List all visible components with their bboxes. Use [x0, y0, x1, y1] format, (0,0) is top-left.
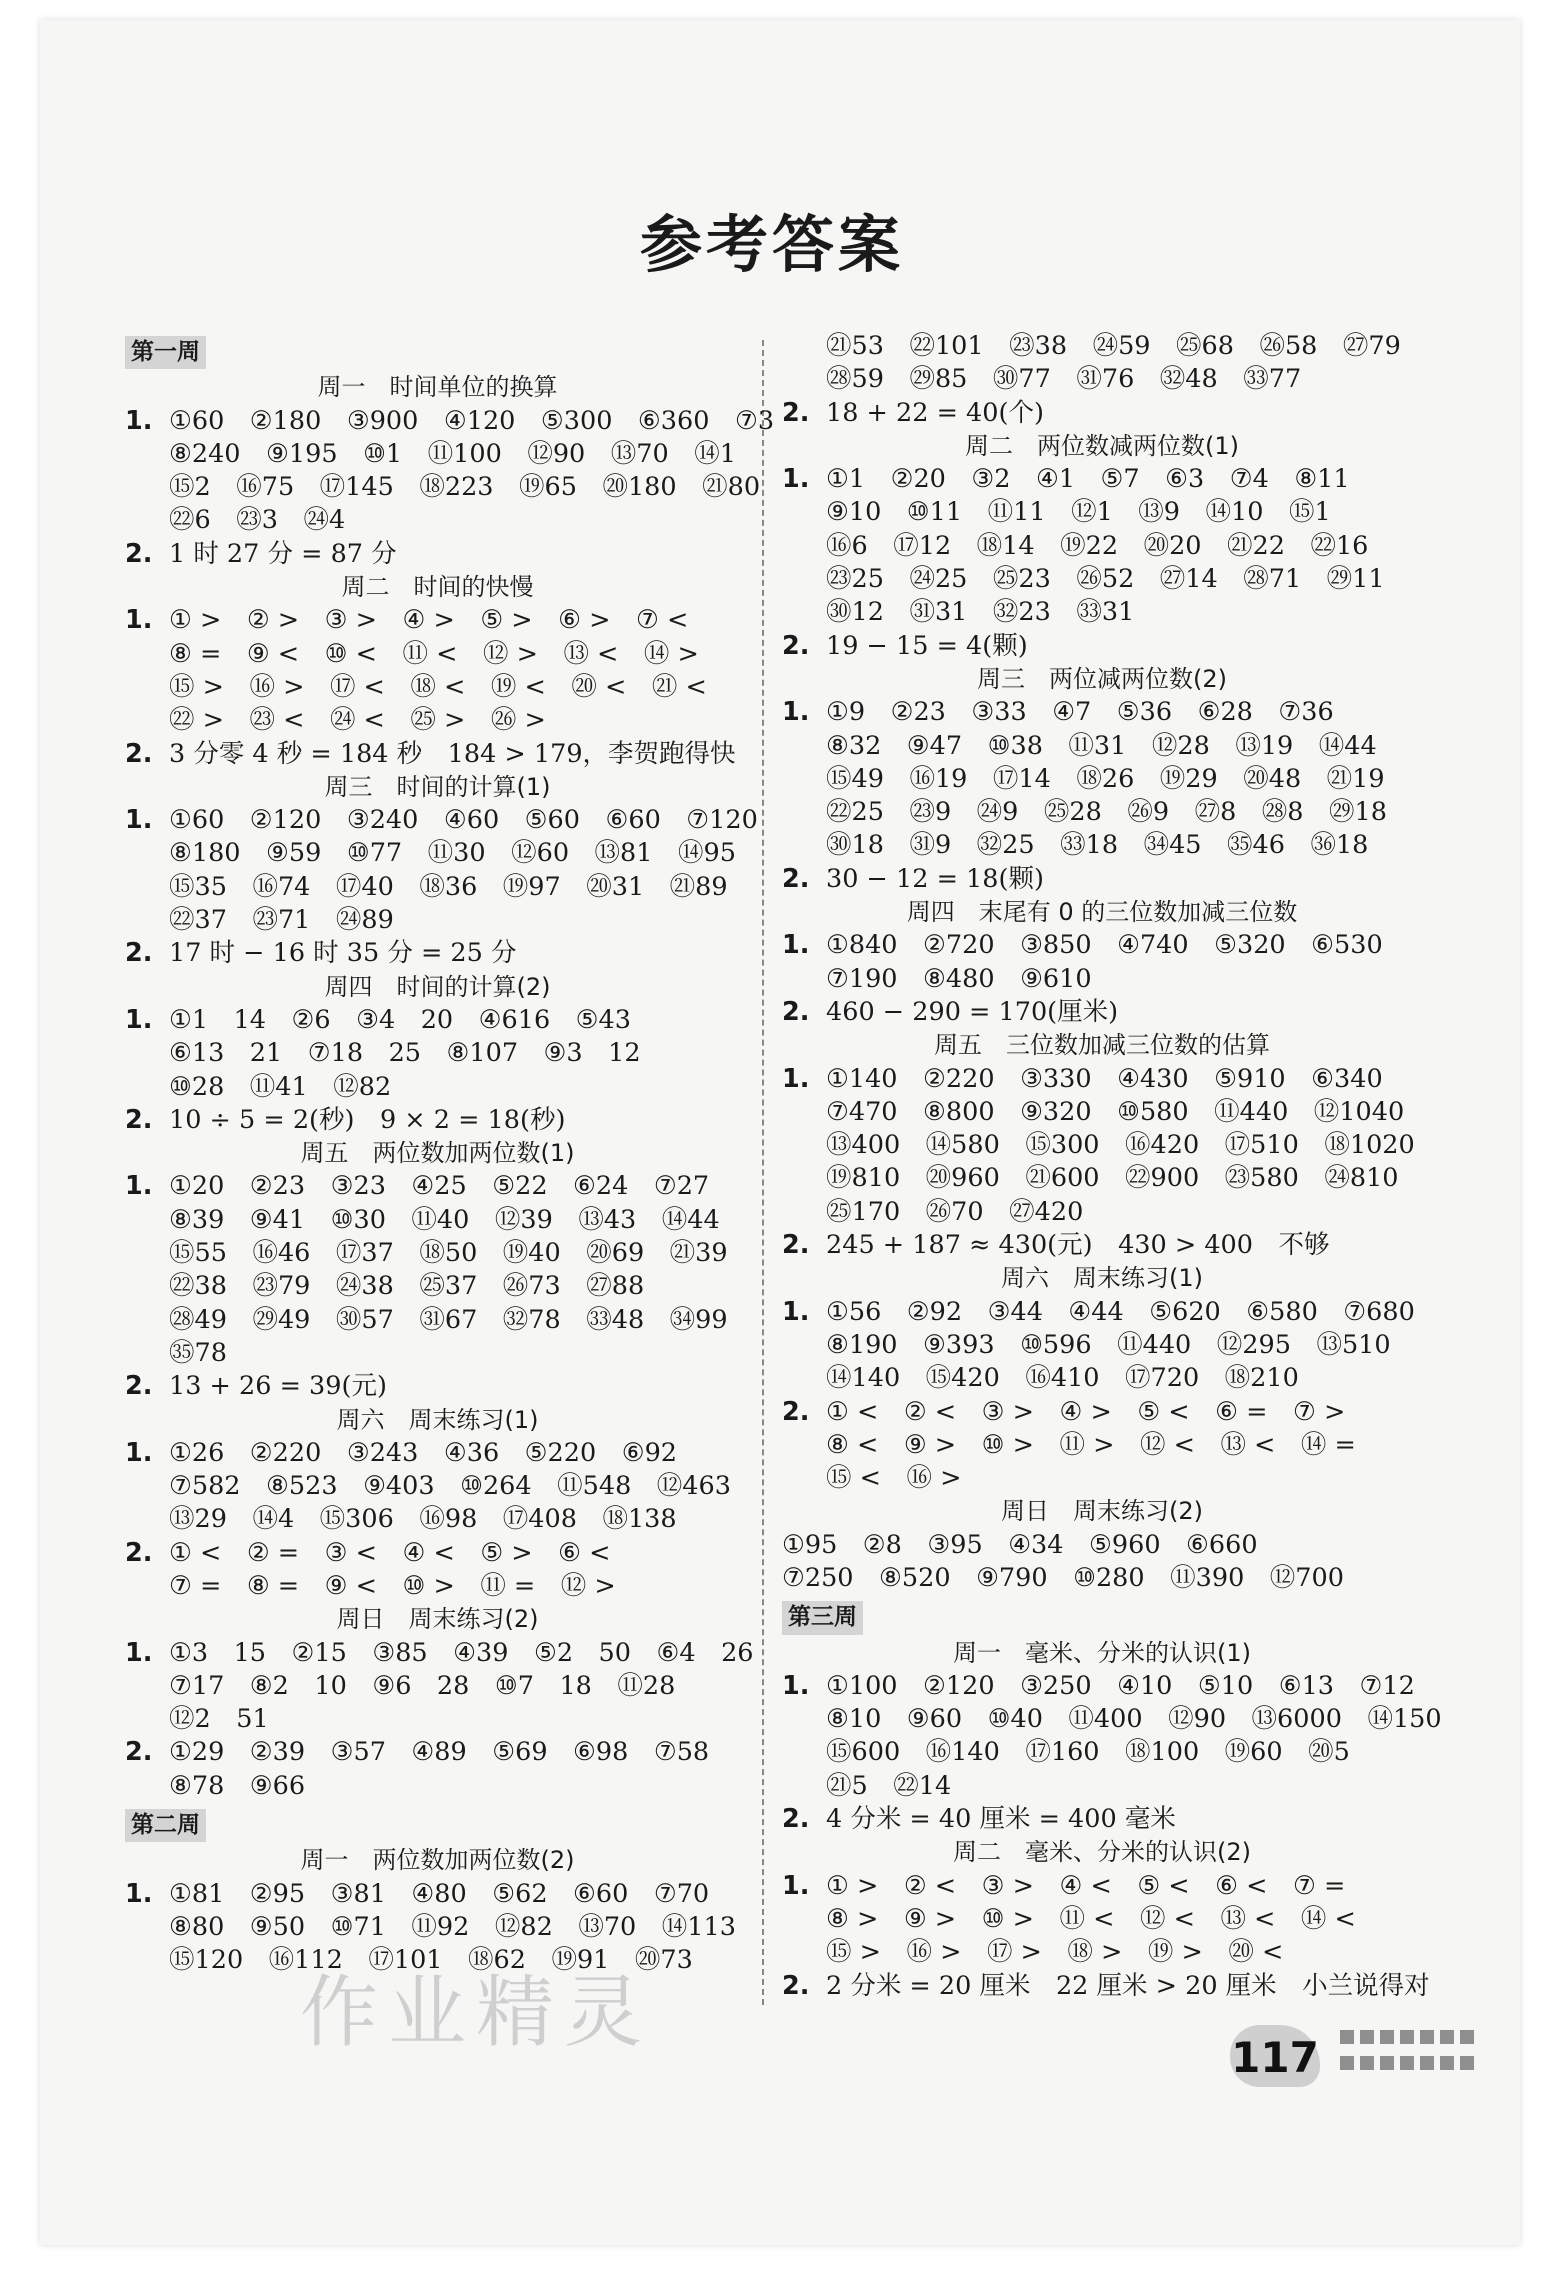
answer-line: ㉑53 ㉒101 ㉓38 ㉔59 ㉕68 ㉖58 ㉗79	[826, 331, 1401, 361]
answer-line: ⑧32 ⑨47 ⑩38 ⑪31 ⑫28 ⑬19 ⑭44	[826, 730, 1377, 761]
question-number: 1.	[782, 1870, 810, 1901]
answer-line: ⑧78 ⑨66	[169, 1770, 306, 1801]
answer-text: 2 分米 = 20 厘米 22 厘米 > 20 厘米 小兰说得对	[826, 1970, 1430, 2001]
page-number: 117	[1231, 2033, 1319, 2082]
answer-text: 4 分米 = 40 厘米 = 400 毫米	[826, 1804, 1176, 1835]
answer-text: ①1 ②20 ③2 ④1 ⑤7 ⑥3 ⑦4 ⑧11	[826, 464, 1350, 495]
answer-line: ㉟78	[169, 1337, 227, 1368]
answer-line	[125, 1437, 750, 1470]
answer-line: ⑮ > ⑯ > ⑰ < ⑱ < ⑲ < ⑳ < ㉑ <	[169, 671, 707, 702]
section-heading: 周五 三位数加减三位数的估算	[934, 1031, 1270, 1060]
answer-text: ①56 ②92 ③44 ④44 ⑤620 ⑥580 ⑦680	[826, 1296, 1415, 1327]
section-heading: 周二 时间的快慢	[341, 573, 534, 602]
answer-line	[125, 1370, 750, 1403]
question-number: 2.	[125, 1737, 153, 1768]
answer-line: ⑮ < ⑯ >	[826, 1463, 962, 1494]
answer-line: ⑦470 ⑧800 ⑨320 ⑩580 ⑪440 ⑫1040	[826, 1096, 1405, 1127]
answer-line	[782, 1970, 1430, 2003]
section-heading: 周三 两位减两位数(2)	[977, 664, 1227, 693]
answer-text: ①60 ②120 ③240 ④60 ⑤60 ⑥60 ⑦120	[169, 805, 758, 836]
answer-line	[125, 1537, 750, 1570]
answer-line: ⑧ = ⑨ < ⑩ < ⑪ < ⑫ > ⑬ < ⑭ >	[169, 638, 699, 669]
question-number: 2.	[782, 630, 810, 661]
answer-line: ㉘49 ㉙49 ㉚57 ㉛67 ㉜78 ㉝48 ㉞99	[169, 1304, 728, 1335]
question-number: 2.	[125, 1537, 153, 1568]
answer-line: ⑮ > ⑯ > ⑰ > ⑱ > ⑲ > ⑳ <	[826, 1937, 1284, 1968]
left-column	[125, 330, 775, 1978]
answer-line: ㉒25 ㉓9 ㉔9 ㉕28 ㉖9 ㉗8 ㉘8 ㉙18	[826, 797, 1387, 828]
question-number: 2.	[782, 996, 810, 1027]
answer-line: ⑮49 ⑯19 ⑰14 ⑱26 ⑲29 ⑳48 ㉑19	[826, 763, 1385, 794]
answer-line: ⑦190 ⑧480 ⑨610	[826, 963, 1092, 994]
answer-line	[782, 996, 1422, 1029]
answer-line	[125, 538, 750, 571]
answer-line: ㉓25 ㉔25 ㉕23 ㉖52 ㉗14 ㉘71 ㉙11	[826, 564, 1385, 595]
section-heading: 周五 两位数加两位数(1)	[300, 1139, 575, 1168]
section-heading: 周三 时间的计算(1)	[324, 772, 551, 801]
answer-line	[125, 1637, 754, 1670]
question-number: 1.	[782, 697, 810, 728]
question-number: 2.	[125, 738, 153, 769]
answer-line	[125, 1170, 750, 1203]
answer-line	[782, 863, 1422, 896]
question-number: 2.	[125, 538, 153, 569]
section-heading: 周六 周末练习(1)	[1001, 1264, 1203, 1293]
answer-text: 18 + 22 = 40(个)	[826, 397, 1044, 428]
section-heading: 周四 时间的计算(2)	[324, 972, 551, 1001]
answer-text: 3 分零 4 秒 = 184 秒 184 > 179，李贺跑得快	[169, 738, 736, 769]
answer-line: ⑲810 ⑳960 ㉑600 ㉒900 ㉓580 ㉔810	[826, 1163, 1399, 1194]
question-number: 1.	[125, 405, 153, 436]
answer-line	[125, 405, 775, 438]
answer-line: ⑦250 ⑧520 ⑨790 ⑩280 ⑪390 ⑫700	[782, 1562, 1344, 1593]
answer-line: ⑧180 ⑨59 ⑩77 ⑪30 ⑫60 ⑬81 ⑭95	[169, 838, 736, 869]
answer-line	[782, 1870, 1422, 1903]
question-number: 1.	[782, 930, 810, 961]
question-number: 1.	[125, 1171, 153, 1202]
answer-text: ①9 ②23 ③33 ④7 ⑤36 ⑥28 ⑦36	[826, 697, 1334, 728]
page-number-badge	[1230, 2025, 1320, 2095]
answer-line: ㉚12 ㉛31 ㉜23 ㉝31	[826, 597, 1135, 628]
answer-text: ①20 ②23 ③23 ④25 ⑤22 ⑥24 ⑦27	[169, 1171, 710, 1202]
answer-line: ⑭140 ⑮420 ⑯410 ⑰720 ⑱210	[826, 1363, 1299, 1394]
answer-line	[782, 397, 1422, 430]
answer-line: ㉒6 ㉓3 ㉔4	[169, 505, 346, 536]
answer-line: ⑧10 ⑨60 ⑩40 ⑪400 ⑫90 ⑬6000 ⑭150	[826, 1704, 1442, 1735]
answer-line: ㉕170 ㉖70 ㉗420	[826, 1196, 1084, 1227]
answer-line: ⑬400 ⑭580 ⑮300 ⑯420 ⑰510 ⑱1020	[826, 1130, 1415, 1161]
answer-line	[782, 1670, 1422, 1703]
answer-line	[782, 630, 1422, 663]
decorative-dots	[1340, 2030, 1525, 2100]
answer-text: ①140 ②220 ③330 ④430 ⑤910 ⑥340	[826, 1063, 1383, 1094]
section-heading: 周六 周末练习(1)	[336, 1405, 539, 1434]
week-heading: 第二周	[125, 1809, 206, 1842]
answer-text: ①100 ②120 ③250 ④10 ⑤10 ⑥13 ⑦12	[826, 1670, 1415, 1701]
answer-line: ⑦17 ⑧2 10 ⑨6 28 ⑩7 18 ⑪28	[169, 1670, 676, 1701]
answer-line: ⑧39 ⑨41 ⑩30 ⑪40 ⑫39 ⑬43 ⑭44	[169, 1204, 720, 1235]
section-heading: 周四 末尾有 0 的三位数加减三位数	[906, 898, 1298, 927]
question-number: 1.	[782, 1670, 810, 1701]
section-heading: 周一 两位数加两位数(2)	[300, 1846, 575, 1875]
watermark-text: 作业精灵	[300, 1968, 653, 2058]
answer-line: ⑮2 ⑯75 ⑰145 ⑱223 ⑲65 ⑳180 ㉑80	[169, 472, 761, 503]
answer-line: ㉒38 ㉓79 ㉔38 ㉕37 ㉖73 ㉗88	[169, 1271, 645, 1302]
answer-line	[782, 696, 1422, 729]
answer-line	[125, 604, 750, 637]
section-heading: 周一 时间单位的换算	[317, 373, 558, 402]
answer-text: 30 − 12 = 18(颗)	[826, 863, 1044, 894]
answer-line	[782, 463, 1422, 496]
question-number: 2.	[782, 863, 810, 894]
question-number: 2.	[782, 397, 810, 428]
answer-line: ⑮55 ⑯46 ⑰37 ⑱50 ⑲40 ⑳69 ㉑39	[169, 1238, 728, 1269]
question-number: 2.	[125, 1371, 153, 1402]
answer-line	[782, 1803, 1422, 1836]
answer-text: 10 ÷ 5 = 2(秒) 9 × 2 = 18(秒)	[169, 1104, 566, 1135]
answer-text: ①3 15 ②15 ③85 ④39 ⑤2 50 ⑥4 26	[169, 1637, 754, 1668]
section-heading: 周二 毫米、分米的认识(2)	[953, 1838, 1251, 1867]
question-number: 2.	[782, 1804, 810, 1835]
answer-text: ① > ② > ③ > ④ > ⑤ > ⑥ > ⑦ <	[169, 605, 689, 636]
column-divider	[762, 340, 764, 2005]
question-number: 2.	[782, 1396, 810, 1427]
answer-line	[782, 929, 1422, 962]
page-title: 参考答案	[639, 208, 904, 281]
answer-text: 245 + 187 ≈ 430(元) 430 > 400 不够	[826, 1230, 1330, 1261]
answer-text: 460 − 290 = 170(厘米)	[826, 996, 1119, 1027]
answer-line: ⑯6 ⑰12 ⑱14 ⑲22 ⑳20 ㉑22 ㉒16	[826, 530, 1369, 561]
question-number: 2.	[125, 938, 153, 969]
question-number: 1.	[782, 1063, 810, 1094]
answer-text: ①60 ②180 ③900 ④120 ⑤300 ⑥360 ⑦3	[169, 405, 775, 436]
week-heading: 第一周	[125, 336, 206, 369]
section-heading: 周日 周末练习(2)	[336, 1605, 539, 1634]
answer-line: ⑧240 ⑨195 ⑩1 ⑪100 ⑫90 ⑬70 ⑭1	[169, 438, 736, 469]
question-number: 1.	[125, 605, 153, 636]
answer-line: ⑬29 ⑭4 ⑮306 ⑯98 ⑰408 ⑱138	[169, 1504, 677, 1535]
answer-line: ⑮120 ⑯112 ⑰101 ⑱62 ⑲91 ⑳73	[169, 1945, 693, 1976]
question-number: 1.	[782, 464, 810, 495]
section-heading: 周二 两位数减两位数(1)	[965, 431, 1239, 460]
answer-line: ㉒37 ㉓71 ㉔89	[169, 905, 394, 936]
answer-line	[125, 804, 758, 837]
answer-line: ㉚18 ㉛9 ㉜25 ㉝18 ㉞45 ㉟46 ㊱18	[826, 830, 1369, 861]
answer-line: ⑧80 ⑨50 ⑩71 ⑪92 ⑫82 ⑬70 ⑭113	[169, 1911, 736, 1942]
section-heading: 周日 周末练习(2)	[1001, 1497, 1203, 1526]
question-number: 1.	[782, 1296, 810, 1327]
answer-text: ①1 14 ②6 ③4 20 ④616 ⑤43	[169, 1004, 631, 1035]
answer-line: ⑨10 ⑩11 ⑪11 ⑫1 ⑬9 ⑭10 ⑮1	[826, 497, 1331, 528]
question-number: 2.	[782, 1970, 810, 2001]
answer-line	[782, 1229, 1422, 1262]
section-heading: 周一 毫米、分米的认识(1)	[953, 1638, 1251, 1667]
answer-line: ⑧ > ⑨ > ⑩ > ⑪ < ⑫ < ⑬ < ⑭ <	[826, 1903, 1356, 1934]
answer-line	[125, 1004, 750, 1037]
answer-line: ㉑5 ㉒14	[826, 1770, 952, 1801]
question-number: 1.	[125, 1878, 153, 1909]
answer-line: ㉘59 ㉙85 ㉚77 ㉛76 ㉜48 ㉝77	[826, 364, 1302, 395]
answer-line: ⑦ = ⑧ = ⑨ < ⑩ > ⑪ = ⑫ >	[169, 1570, 616, 1601]
answer-line: ⑫2 51	[169, 1704, 269, 1735]
answer-line: ⑮600 ⑯140 ⑰160 ⑱100 ⑲60 ⑳5	[826, 1737, 1350, 1768]
answer-line	[125, 937, 750, 970]
answer-line	[782, 1396, 1422, 1429]
answer-line: ⑮35 ⑯74 ⑰40 ⑱36 ⑲97 ⑳31 ㉑89	[169, 871, 728, 902]
right-column	[782, 330, 1442, 2003]
answer-text: 19 − 15 = 4(颗)	[826, 630, 1028, 661]
answer-text: ① < ② = ③ < ④ < ⑤ > ⑥ <	[169, 1537, 611, 1568]
answer-text: 13 + 26 = 39(元)	[169, 1371, 387, 1402]
answer-text: 17 时 − 16 时 35 分 = 25 分	[169, 938, 517, 969]
answer-line	[125, 738, 750, 771]
answer-text: ①840 ②720 ③850 ④740 ⑤320 ⑥530	[826, 930, 1383, 961]
answer-text: ①29 ②39 ③57 ④89 ⑤69 ⑥98 ⑦58	[169, 1737, 710, 1768]
answer-line: ㉒ > ㉓ < ㉔ < ㉕ > ㉖ >	[169, 705, 546, 736]
answer-text: ①26 ②220 ③243 ④36 ⑤220 ⑥92	[169, 1437, 678, 1468]
answer-line	[125, 1104, 750, 1137]
answer-line: ⑧ < ⑨ > ⑩ > ⑪ > ⑫ < ⑬ < ⑭ =	[826, 1429, 1356, 1460]
question-number: 1.	[125, 1437, 153, 1468]
question-number: 2.	[782, 1230, 810, 1261]
answer-line: ①95 ②8 ③95 ④34 ⑤960 ⑥660	[782, 1529, 1258, 1560]
answer-line: ⑦582 ⑧523 ⑨403 ⑩264 ⑪548 ⑫463	[169, 1471, 731, 1502]
question-number: 1.	[125, 1004, 153, 1035]
answer-line	[782, 1063, 1422, 1096]
answer-line	[125, 1736, 750, 1769]
answer-line: ⑧190 ⑨393 ⑩596 ⑪440 ⑫295 ⑬510	[826, 1329, 1391, 1360]
answer-line: ⑩28 ⑪41 ⑫82	[169, 1071, 392, 1102]
answer-line	[125, 1878, 750, 1911]
answer-text: ① < ② < ③ > ④ > ⑤ < ⑥ = ⑦ >	[826, 1396, 1346, 1427]
question-number: 1.	[125, 1637, 153, 1668]
answer-line	[782, 1296, 1422, 1329]
answer-text: 1 时 27 分 = 87 分	[169, 538, 397, 569]
answer-line: ⑥13 21 ⑦18 25 ⑧107 ⑨3 12	[169, 1038, 641, 1069]
question-number: 2.	[125, 1104, 153, 1135]
question-number: 1.	[125, 805, 153, 836]
week-heading: 第三周	[782, 1601, 863, 1634]
answer-text: ①81 ②95 ③81 ④80 ⑤62 ⑥60 ⑦70	[169, 1878, 710, 1909]
answer-text: ① > ② < ③ > ④ < ⑤ < ⑥ < ⑦ =	[826, 1870, 1346, 1901]
